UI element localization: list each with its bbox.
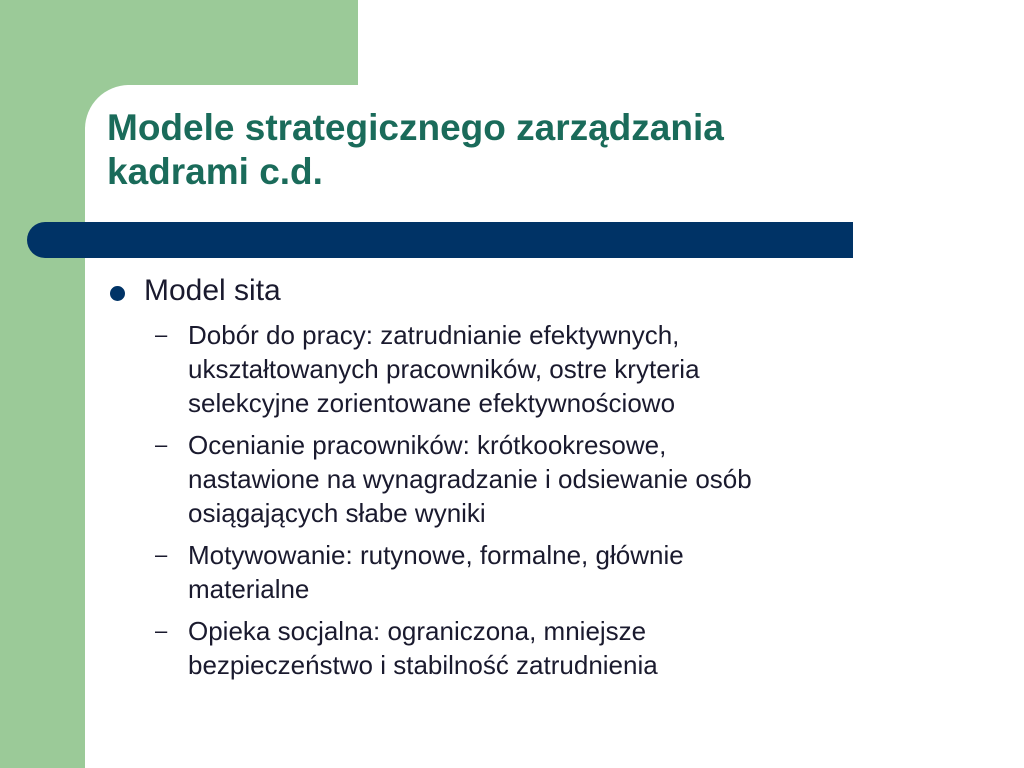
slide-title-line-1: Modele strategicznego zarządzania <box>107 107 724 148</box>
subitem-text-line: bezpieczeństwo i stabilność zatrudnienia <box>188 650 658 680</box>
subitem-motywowanie <box>107 538 987 606</box>
title-divider-bar <box>27 222 853 258</box>
subitem-opieka-socjalna <box>107 614 987 682</box>
subitem-text-line: ukształtowanych pracowników, ostre kryteria <box>188 354 700 384</box>
dash-marker-icon: – <box>155 618 168 643</box>
subitem-text-line: materialne <box>188 574 310 604</box>
slide-content <box>107 272 987 682</box>
subitem-text-line: Opieka socjalna: ograniczona, mniejsze <box>188 616 647 646</box>
bullet-item-model-sita <box>107 272 987 310</box>
dash-marker-icon: – <box>155 542 168 567</box>
subitem-text-line: Ocenianie pracowników: krótkookresowe, <box>188 430 667 460</box>
dash-marker-icon: – <box>155 432 168 457</box>
subitem-text-line: Motywowanie: rutynowe, formalne, głównie <box>188 540 684 570</box>
bullet-dot-icon <box>110 286 125 301</box>
subitem-text-line: selekcyjne zorientowane efektywnościowo <box>188 388 676 418</box>
slide-title-line-2: kadrami c.d. <box>107 151 323 192</box>
subitem-text-line: nastawione na wynagradzanie i odsiewanie osób <box>188 464 752 494</box>
subitem-ocenianie-pracownikow <box>107 428 987 530</box>
slide-title <box>107 106 927 194</box>
dash-marker-icon: – <box>155 322 168 347</box>
subitem-text-line: osiągających słabe wyniki <box>188 498 486 528</box>
bullet-label: Model sita <box>144 274 281 307</box>
subitem-text-line: Dobór do pracy: zatrudnianie efektywnych, <box>188 320 680 350</box>
subitem-dobor-do-pracy <box>107 318 987 420</box>
